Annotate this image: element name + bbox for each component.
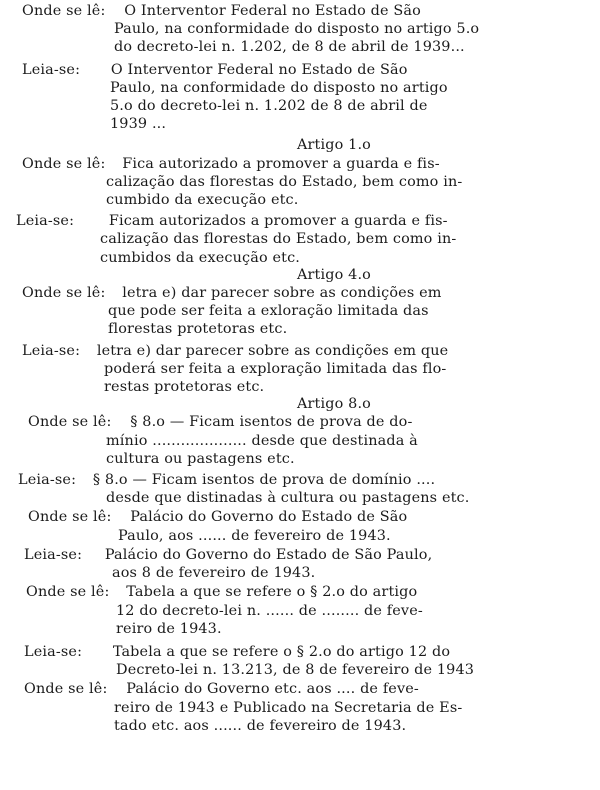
entry-label: Onde se lê: bbox=[28, 509, 112, 526]
entry-continuation: 1939 ... bbox=[110, 116, 167, 133]
entry-label: Onde se lê: bbox=[26, 584, 110, 601]
correction-entry bbox=[12, 471, 596, 507]
entry-first-line bbox=[28, 508, 596, 526]
correction-entry bbox=[12, 508, 596, 544]
entry-continuation: Paulo, aos ...... de fevereiro de 1943. bbox=[118, 527, 391, 544]
entry-label: Onde se lê: bbox=[22, 3, 106, 19]
entry-text: letra e) dar parecer sobre as condições em bbox=[122, 285, 442, 302]
entry-continuation: calização das florestas do Estado, bem como in- bbox=[100, 231, 457, 248]
entry-first-line bbox=[24, 643, 596, 661]
entry-label: Leia-se: bbox=[22, 61, 81, 78]
correction-entry bbox=[12, 583, 596, 638]
article-heading: Artigo 4.o bbox=[296, 266, 371, 283]
entry-continuation: 12 do decreto-lei n. ...... de ........ de feve- bbox=[116, 602, 423, 619]
entry-continuation: cultura ou pastagens etc. bbox=[106, 450, 295, 467]
entry-text: § 8.o — Ficam isentos de prova de do- bbox=[130, 414, 413, 431]
entry-first-line bbox=[22, 2, 596, 20]
entry-label: Onde se lê: bbox=[22, 285, 106, 302]
entry-continuation: mínio .................... desde que destinada à bbox=[106, 432, 418, 449]
entry-first-line bbox=[18, 471, 596, 489]
correction-entry bbox=[12, 546, 596, 582]
entry-text: Fica autorizado a promover a guarda e fis- bbox=[122, 155, 440, 172]
entry-continuation: calização das florestas do Estado, bem como in- bbox=[106, 173, 463, 190]
entry-continuation: Paulo, na conformidade do disposto no artigo 5.o bbox=[114, 21, 480, 38]
entry-label: Leia-se: bbox=[18, 472, 77, 489]
entry-text: Palácio do Governo etc. aos .... de feve- bbox=[126, 681, 419, 698]
correction-entry bbox=[12, 155, 596, 210]
correction-entry bbox=[12, 61, 596, 134]
correction-entry bbox=[12, 643, 596, 679]
correction-entry bbox=[12, 680, 596, 735]
entry-continuation: Decreto-lei n. 13.213, de 8 de fevereiro de 1943 bbox=[116, 662, 475, 679]
entry-continuation: restas protetoras etc. bbox=[104, 379, 265, 396]
entry-first-line bbox=[26, 583, 596, 601]
entry-first-line bbox=[22, 284, 596, 302]
entry-continuation: florestas protetoras etc. bbox=[108, 321, 288, 338]
article-heading: Artigo 8.o bbox=[296, 396, 371, 413]
entry-continuation: que pode ser feita a exloração limitada das bbox=[108, 303, 429, 320]
entry-first-line bbox=[28, 413, 596, 431]
correction-entry bbox=[12, 342, 596, 397]
entry-text: O Interventor Federal no Estado de São bbox=[110, 61, 408, 78]
entry-first-line bbox=[22, 61, 596, 79]
entry-continuation: do decreto-lei n. 1.202, de 8 de abril de 1939... bbox=[114, 39, 465, 56]
entry-text: Palácio do Governo do Estado de São Paulo, bbox=[104, 546, 433, 563]
entry-continuation: aos 8 de fevereiro de 1943. bbox=[112, 565, 316, 582]
entry-text: § 8.o — Ficam isentos de prova de domínio .... bbox=[92, 472, 436, 489]
entry-label: Leia-se: bbox=[24, 643, 83, 660]
entry-label: Onde se lê: bbox=[24, 681, 108, 698]
entry-text: Tabela a que se refere o § 2.o do artigo bbox=[126, 584, 418, 601]
entry-text: O Interventor Federal no Estado de São bbox=[124, 3, 421, 19]
correction-entry bbox=[12, 413, 596, 468]
entry-continuation: cumbido da execução etc. bbox=[106, 192, 299, 209]
entry-text: Ficam autorizados a promover a guarda e fis- bbox=[108, 213, 448, 230]
entry-text: Tabela a que se refere o § 2.o do artigo 12 do bbox=[112, 643, 451, 660]
entry-continuation: reiro de 1943. bbox=[116, 620, 222, 637]
entry-text: Palácio do Governo do Estado de São bbox=[130, 509, 408, 526]
correction-entry bbox=[12, 2, 596, 57]
entry-first-line bbox=[22, 342, 596, 360]
entry-label: Leia-se: bbox=[16, 213, 75, 230]
correction-entry bbox=[12, 284, 596, 339]
entry-continuation: 5.o do decreto-lei n. 1.202 de 8 de abril de bbox=[110, 98, 428, 115]
correction-entry bbox=[12, 212, 596, 267]
entry-continuation: poderá ser feita a exploração limitada das flo- bbox=[104, 360, 447, 377]
entry-first-line bbox=[22, 155, 596, 173]
entry-continuation: tado etc. aos ...... de fevereiro de 1943. bbox=[114, 717, 407, 734]
entry-continuation: cumbidos da execução etc. bbox=[100, 249, 301, 266]
entry-continuation: desde que distinadas à cultura ou pastagens etc. bbox=[106, 490, 470, 507]
entry-continuation: Paulo, na conformidade do disposto no artigo bbox=[110, 79, 448, 96]
entry-first-line bbox=[24, 546, 596, 564]
entry-label: Leia-se: bbox=[22, 342, 81, 359]
entry-continuation: reiro de 1943 e Publicado na Secretaria de Es- bbox=[114, 699, 463, 716]
entry-label: Onde se lê: bbox=[22, 155, 106, 172]
article-heading: Artigo 1.o bbox=[296, 137, 371, 154]
entry-first-line bbox=[16, 212, 596, 230]
entry-first-line bbox=[24, 680, 596, 698]
entry-label: Leia-se: bbox=[24, 546, 83, 563]
entry-text: letra e) dar parecer sobre as condições em que bbox=[96, 342, 449, 359]
entry-label: Onde se lê: bbox=[28, 414, 112, 431]
